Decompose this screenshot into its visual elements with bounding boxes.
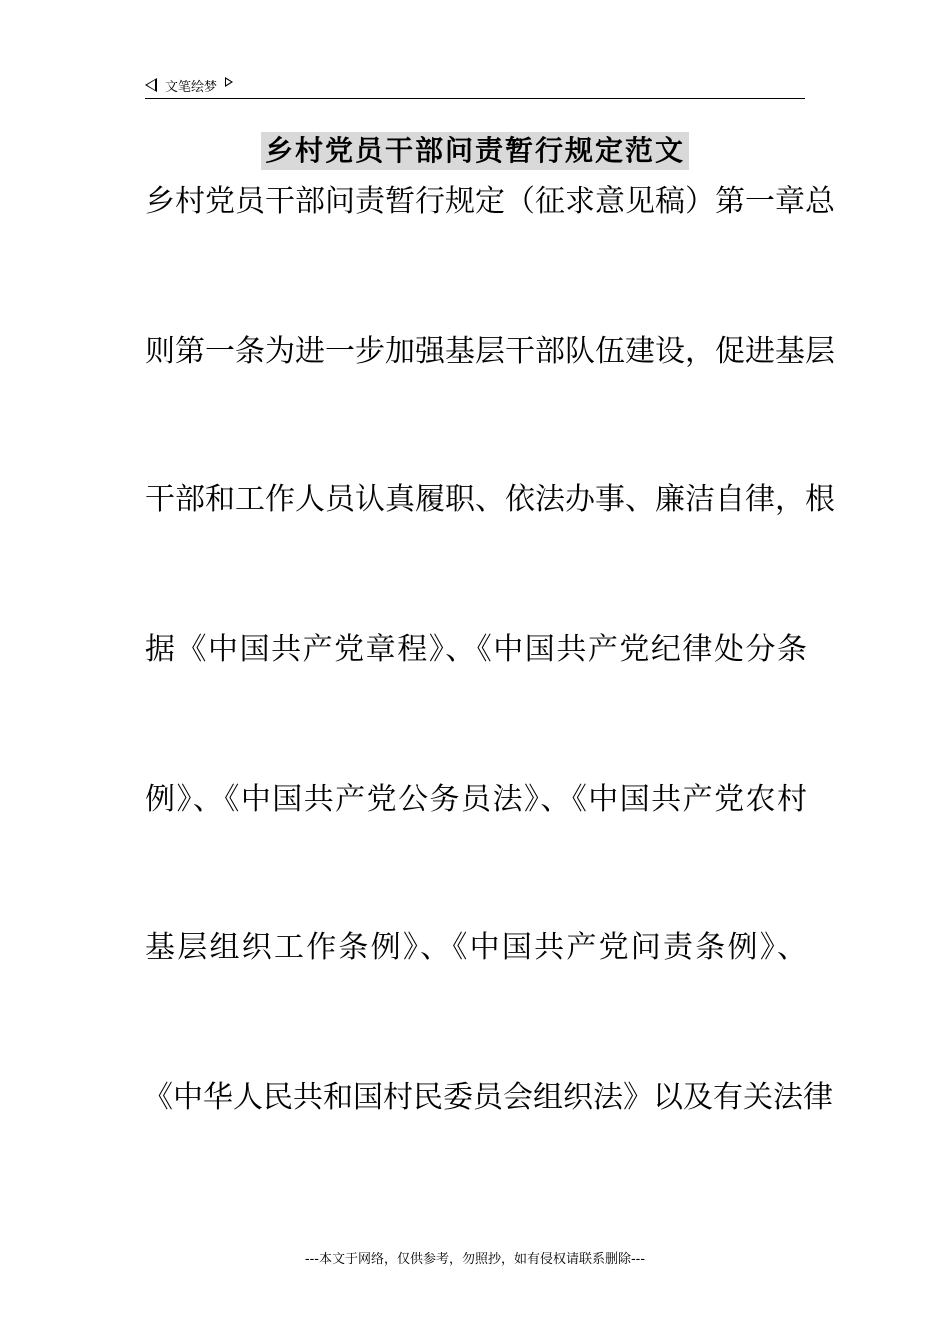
header-label: 文笔绘梦 [165, 79, 218, 95]
body-line-6: 基层组织工作条例》、《中国共产党问责条例》、 [145, 930, 807, 965]
page-header [145, 74, 805, 99]
body-line-7: 《中华人民共和国村民委员会组织法》以及有关法律 [143, 1080, 833, 1115]
body-line-3: 干部和工作人员认真履职、依法办事、廉洁自律，根 [145, 482, 835, 517]
document-title: 乡村党员干部问责暂行规定范文 [261, 132, 689, 170]
body-line-2: 则第一条为进一步加强基层干部队伍建设，促进基层 [145, 334, 835, 369]
triangle-left-icon [145, 78, 157, 92]
triangle-right-icon [225, 77, 233, 87]
title-wrap [0, 132, 950, 170]
body-line-5: 例》、《中国共产党公务员法》、《中国共产党农村 [145, 782, 807, 817]
header-row [145, 74, 233, 96]
body-line-1: 乡村党员干部问责暂行规定（征求意见稿）第一章总 [145, 184, 835, 219]
body-line-4: 据《中国共产党章程》、《中国共产党纪律处分条 [145, 632, 807, 667]
page-footer: ---本文于网络，仅供参考，勿照抄，如有侵权请联系删除--- [304, 1252, 646, 1267]
